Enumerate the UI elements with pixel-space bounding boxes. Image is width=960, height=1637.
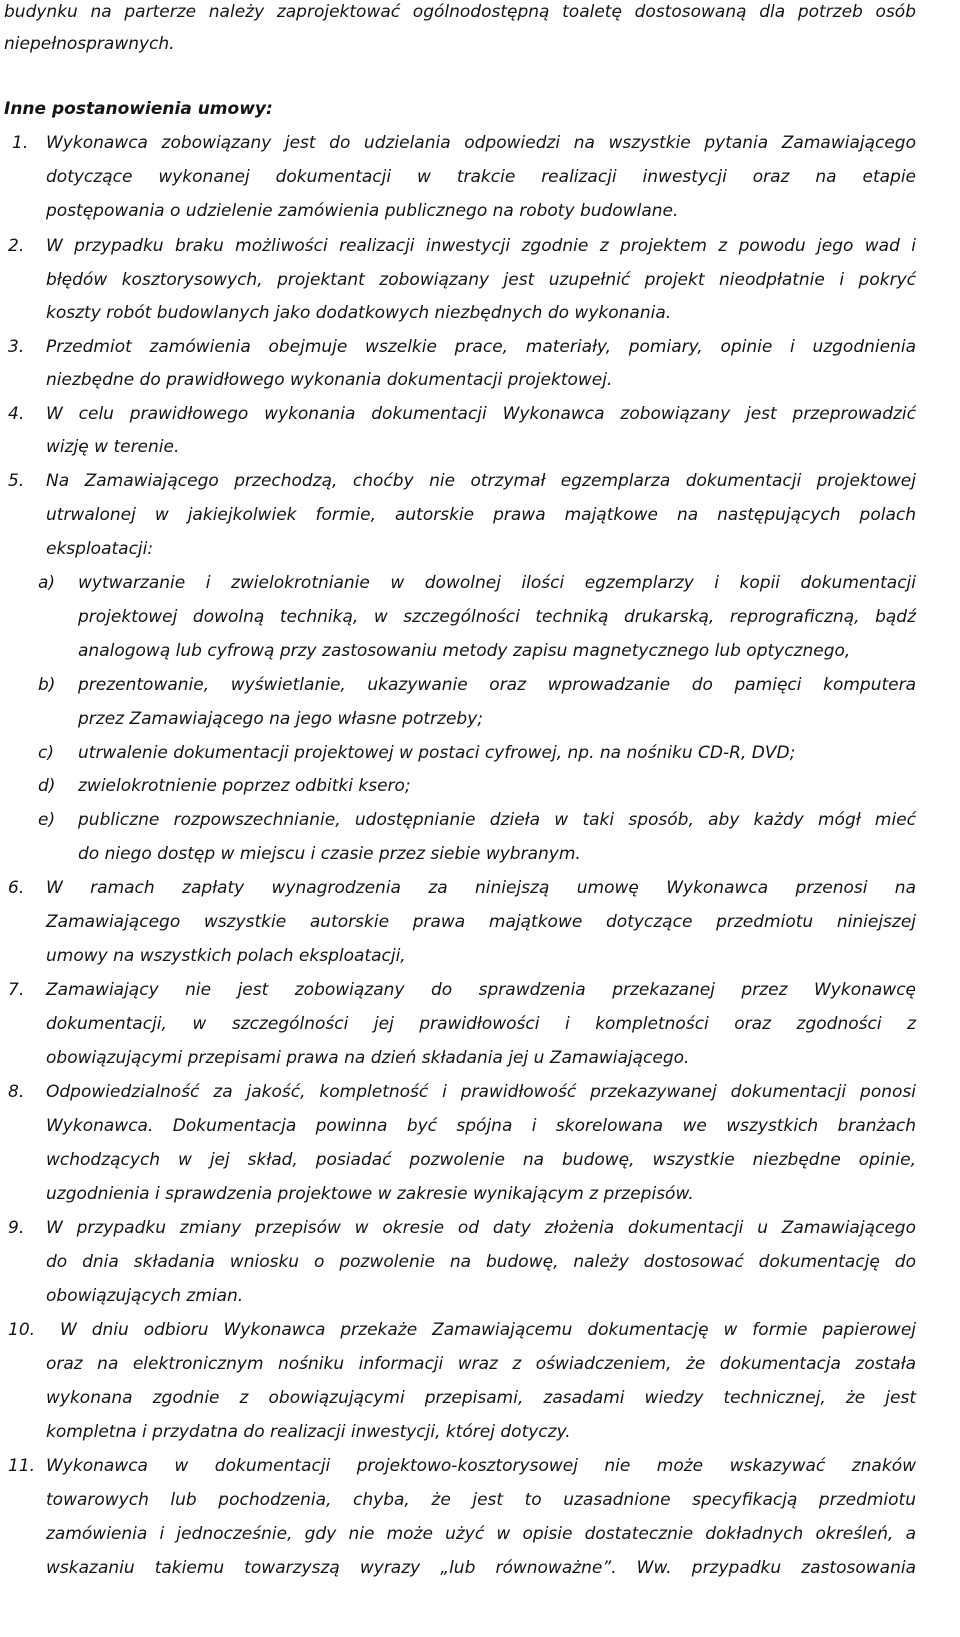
item-line: błędów kosztorysowych, projektant zobowiązany jest uzupełnić projekt nieodpłatnie i pokryć bbox=[46, 270, 916, 290]
item-line: towarowych lub pochodzenia, chyba, że jest to uzasadnione specyfikacją przedmiotu bbox=[46, 1490, 916, 1510]
item-line: zamówienia i jednocześnie, gdy nie może użyć w opisie dostatecznie dokładnych określeń, a bbox=[46, 1524, 916, 1544]
item-line: utrwalonej w jakiejkolwiek formie, autorskie prawa majątkowe na następujących polach bbox=[46, 505, 916, 525]
item-line: uzgodnienia i sprawdzenia projektowe w zakresie wynikającym z przepisów. bbox=[46, 1184, 694, 1204]
subitem-line: prezentowanie, wyświetlanie, ukazywanie oraz wprowadzanie do pamięci komputera bbox=[78, 675, 916, 695]
item-line: W przypadku zmiany przepisów w okresie od daty złożenia dokumentacji u Zamawiającego bbox=[46, 1218, 916, 1238]
item-number: 3. bbox=[8, 337, 25, 357]
intro-line: niepełnosprawnych. bbox=[4, 34, 175, 54]
item-line: obowiązującymi przepisami prawa na dzień składania jej u Zamawiającego. bbox=[46, 1048, 690, 1068]
subitem-line: przez Zamawiającego na jego własne potrzeby; bbox=[78, 709, 483, 729]
subitem-letter: d) bbox=[38, 776, 56, 796]
subitem-line: utrwalenie dokumentacji projektowej w postaci cyfrowej, np. na nośniku CD-R, DVD; bbox=[78, 743, 796, 763]
item-number: 10. bbox=[8, 1320, 36, 1340]
item-line: koszty robót budowlanych jako dodatkowych niezbędnych do wykonania. bbox=[46, 303, 672, 323]
item-line: postępowania o udzielenie zamówienia publicznego na roboty budowlane. bbox=[46, 201, 679, 221]
subitem-line: wytwarzanie i zwielokrotnianie w dowolnej ilości egzemplarzy i kopii dokumentacji bbox=[78, 573, 916, 593]
item-number: 5. bbox=[8, 471, 25, 491]
item-line: wykonana zgodnie z obowiązującymi przepisami, zasadami wiedzy technicznej, że jest bbox=[46, 1388, 916, 1408]
item-line: Odpowiedzialność za jakość, kompletność i prawidłowość przekazywanej dokumentacji ponosi bbox=[46, 1082, 916, 1102]
item-line: Zamawiający nie jest zobowiązany do sprawdzenia przekazanej przez Wykonawcę bbox=[46, 980, 916, 1000]
item-line: do dnia składania wniosku o pozwolenie na budowę, należy dostosować dokumentację do bbox=[46, 1252, 916, 1272]
item-number: 6. bbox=[8, 878, 25, 898]
subitem-line: publiczne rozpowszechnianie, udostępnianie dzieła w taki sposób, aby każdy mógł mieć bbox=[78, 810, 916, 830]
subitem-letter: b) bbox=[38, 675, 56, 695]
item-line: Na Zamawiającego przechodzą, choćby nie otrzymał egzemplarza dokumentacji projektowej bbox=[46, 471, 916, 491]
item-line: umowy na wszystkich polach eksploatacji, bbox=[46, 946, 406, 966]
item-number: 4. bbox=[8, 404, 25, 424]
subitem-letter: a) bbox=[38, 573, 56, 593]
section-heading: Inne postanowienia umowy: bbox=[4, 99, 273, 119]
subitem-line: do niego dostęp w miejscu i czasie przez siebie wybranym. bbox=[78, 844, 581, 864]
item-line: niezbędne do prawidłowego wykonania dokumentacji projektowej. bbox=[46, 370, 613, 390]
item-line: eksploatacji: bbox=[46, 539, 154, 559]
item-line: W dniu odbioru Wykonawca przekaże Zamawiającemu dokumentację w formie papierowej bbox=[60, 1320, 916, 1340]
item-line: Zamawiającego wszystkie autorskie prawa majątkowe dotyczące przedmiotu niniejszej bbox=[46, 912, 916, 932]
item-number: 11. bbox=[8, 1456, 36, 1476]
item-line: Wykonawca. Dokumentacja powinna być spójna i skorelowana we wszystkich branżach bbox=[46, 1116, 916, 1136]
intro-line: budynku na parterze należy zaprojektować ogólnodostępną toaletę dostosowaną dla potrzeb osób bbox=[4, 2, 916, 22]
item-line: dokumentacji, w szczególności jej prawidłowości i kompletności oraz zgodności z bbox=[46, 1014, 916, 1034]
subitem-letter: e) bbox=[38, 810, 56, 830]
item-line: Wykonawca w dokumentacji projektowo-kosztorysowej nie może wskazywać znaków bbox=[46, 1456, 916, 1476]
item-line: Wykonawca zobowiązany jest do udzielania odpowiedzi na wszystkie pytania Zamawiającego bbox=[46, 133, 916, 153]
item-line: oraz na elektronicznym nośniku informacji wraz z oświadczeniem, że dokumentacja została bbox=[46, 1354, 916, 1374]
item-line: W przypadku braku możliwości realizacji inwestycji zgodnie z projektem z powodu jego wad i bbox=[46, 236, 916, 256]
item-line: kompletna i przydatna do realizacji inwestycji, której dotyczy. bbox=[46, 1422, 571, 1442]
subitem-line: projektowej dowolną techniką, w szczególności techniką drukarską, reprograficzną, bądź bbox=[78, 607, 916, 627]
subitem-letter: c) bbox=[38, 743, 54, 763]
item-number: 9. bbox=[8, 1218, 25, 1238]
item-number: 7. bbox=[8, 980, 25, 1000]
item-line: Przedmiot zamówienia obejmuje wszelkie prace, materiały, pomiary, opinie i uzgodnienia bbox=[46, 337, 916, 357]
item-number: 8. bbox=[8, 1082, 25, 1102]
item-line: wskazaniu takiemu towarzyszą wyrazy „lub równoważne”. Ww. przypadku zastosowania bbox=[46, 1558, 916, 1578]
item-line: dotyczące wykonanej dokumentacji w trakcie realizacji inwestycji oraz na etapie bbox=[46, 167, 916, 187]
subitem-line: zwielokrotnienie poprzez odbitki ksero; bbox=[78, 776, 411, 796]
item-line: obowiązujących zmian. bbox=[46, 1286, 244, 1306]
item-number: 1. bbox=[12, 133, 29, 153]
item-line: wchodzących w jej skład, posiadać pozwolenie na budowę, wszystkie niezbędne opinie, bbox=[46, 1150, 916, 1170]
item-line: wizję w terenie. bbox=[46, 437, 180, 457]
item-number: 2. bbox=[8, 236, 25, 256]
item-line: W ramach zapłaty wynagrodzenia za niniejszą umowę Wykonawca przenosi na bbox=[46, 878, 916, 898]
subitem-line: analogową lub cyfrową przy zastosowaniu metody zapisu magnetycznego lub optycznego, bbox=[78, 641, 851, 661]
item-line: W celu prawidłowego wykonania dokumentacji Wykonawca zobowiązany jest przeprowadzić bbox=[46, 404, 916, 424]
